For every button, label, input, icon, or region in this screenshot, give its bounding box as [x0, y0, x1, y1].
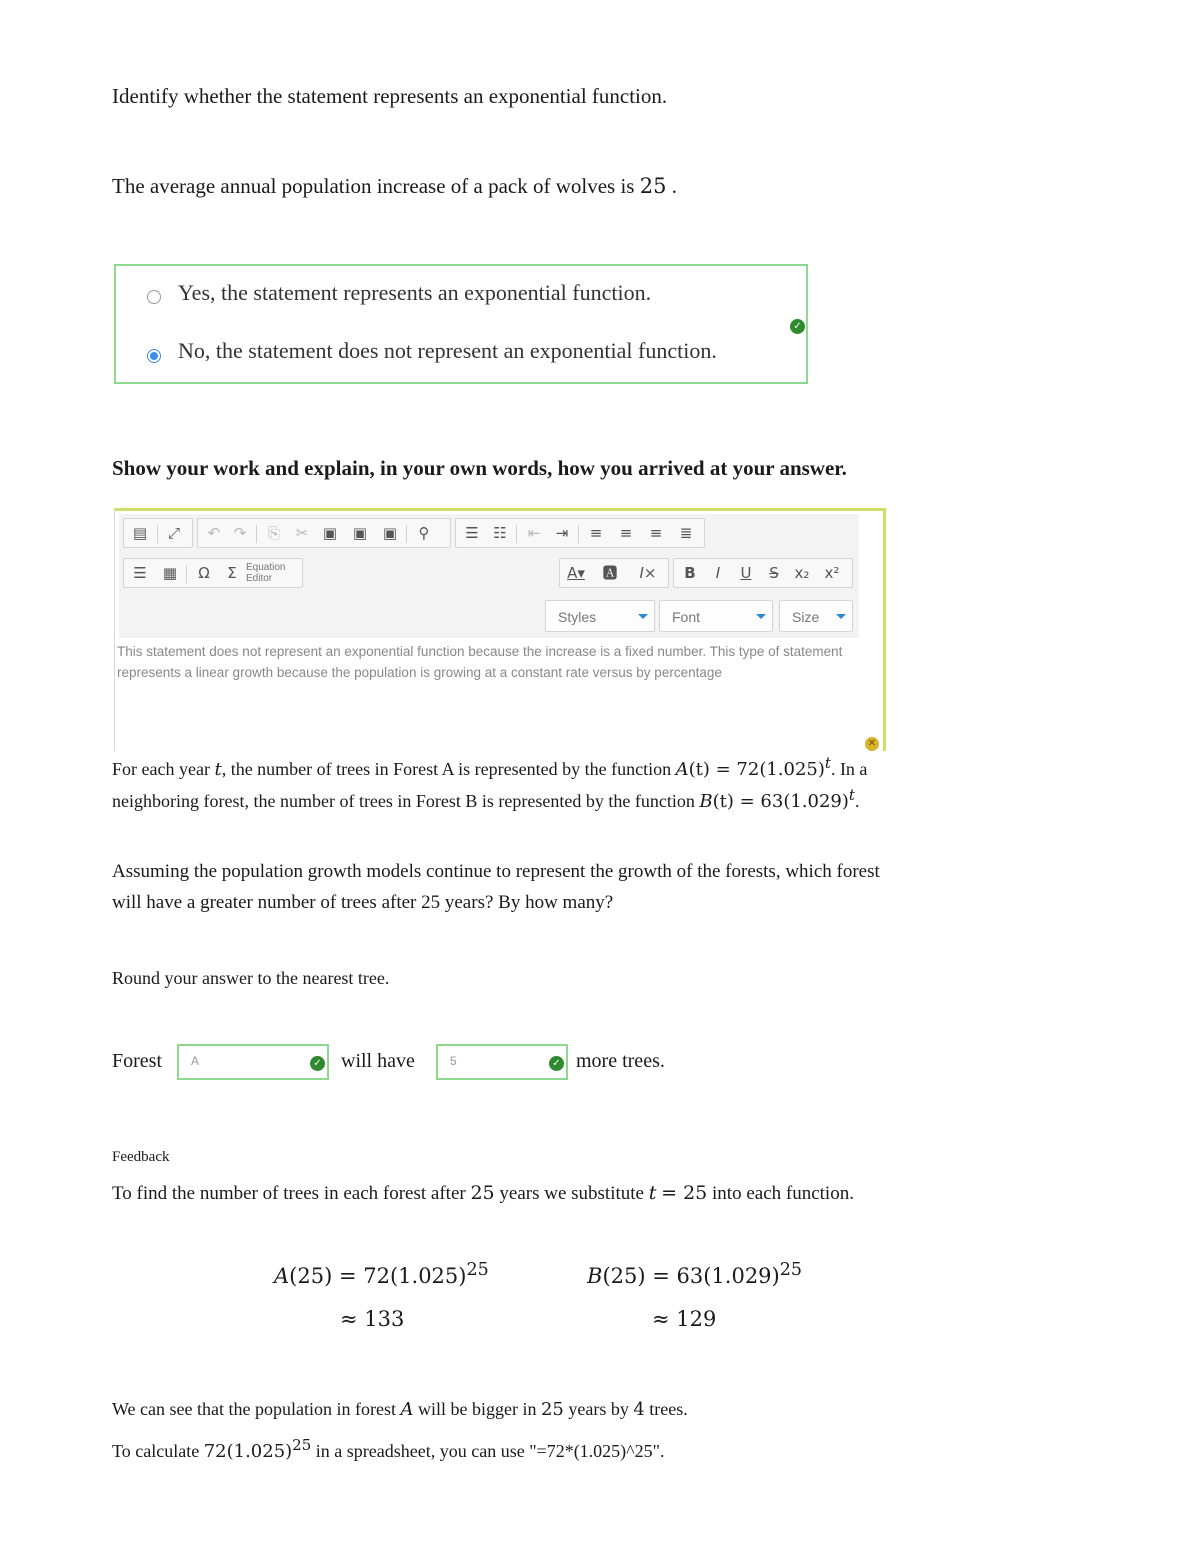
function-a	[675, 754, 831, 780]
special-char-icon[interactable]: Ω	[198, 564, 210, 582]
redo-icon[interactable]: ↷	[233, 524, 247, 542]
option-yes-radio[interactable]	[147, 290, 161, 304]
function-b	[699, 786, 855, 812]
paste-icon[interactable]: ▣	[322, 524, 338, 542]
subscript-icon[interactable]: x₂	[794, 564, 810, 582]
question-prompt	[112, 84, 667, 109]
text-span: neighboring forest, the number of trees in Forest B is represented by the function	[112, 791, 695, 811]
forest-question-prompt-1: Assuming the population growth models continue to represent the growth of the forests, which forest	[112, 861, 880, 882]
pending-review-icon: ✕	[865, 737, 879, 751]
rich-text-editor	[114, 508, 886, 751]
answer-more-trees: more trees.	[576, 1050, 665, 1072]
italic-icon[interactable]: I	[715, 564, 721, 582]
styles-dropdown[interactable]	[545, 600, 655, 632]
equation-label-1: Equation	[246, 562, 286, 573]
toolbar-group-paragraph	[455, 518, 705, 548]
bold-icon[interactable]: B	[684, 564, 696, 582]
forest-answer-value: A	[191, 1054, 200, 1068]
font-dropdown-label: Font	[672, 609, 701, 625]
toolbar-group-view	[123, 518, 193, 548]
intro-t: t	[648, 1182, 657, 1204]
text-span: , the number of trees in Forest A is represented by the function	[221, 759, 672, 779]
feedback-heading: Feedback	[112, 1149, 170, 1165]
eq-a-arg: (25)	[289, 1264, 333, 1288]
eq-b-exp: 25	[779, 1260, 803, 1280]
conclusion-years: 25	[540, 1399, 564, 1420]
eq-b-arg: (25)	[602, 1264, 646, 1288]
correct-check-icon: ✓	[549, 1056, 564, 1071]
statement-suffix: .	[671, 174, 677, 198]
option-no-label[interactable]: No, the statement does not represent an exponential function.	[178, 338, 717, 363]
paste-text-icon[interactable]: ▣	[352, 524, 368, 542]
remove-format-icon[interactable]: I×	[639, 564, 657, 582]
align-center-icon[interactable]: ≡	[619, 524, 633, 542]
strikethrough-icon[interactable]: S	[769, 564, 779, 582]
eq-a-name: A	[274, 1264, 290, 1288]
equation-a-approx: ≈ 133	[340, 1307, 405, 1331]
statement-value: 25	[639, 174, 667, 198]
var-t: t	[214, 759, 222, 780]
answer-will-have: will have	[341, 1050, 415, 1072]
func-b-name: B	[699, 791, 713, 812]
equation-a	[274, 1260, 489, 1288]
justify-icon[interactable]: ≣	[679, 524, 693, 542]
text-span: will be bigger in	[417, 1399, 537, 1419]
answer-forest-label: Forest	[112, 1050, 162, 1072]
spreadsheet-expression	[203, 1436, 312, 1462]
text-span: trees.	[649, 1399, 688, 1419]
feedback-conclusion	[112, 1399, 688, 1420]
find-icon[interactable]: ⚲	[418, 524, 430, 542]
spreadsheet-exp: 25	[292, 1436, 312, 1454]
feedback-spreadsheet	[112, 1436, 664, 1462]
size-dropdown[interactable]	[779, 600, 853, 632]
round-note: Round your answer to the nearest tree.	[112, 968, 390, 988]
size-dropdown-label: Size	[792, 609, 820, 625]
text-color-icon[interactable]: A▾	[567, 564, 585, 582]
equation-editor-button[interactable]	[246, 562, 285, 584]
paste-word-icon[interactable]: ▣	[382, 524, 398, 542]
source-icon[interactable]: ▤	[132, 524, 148, 542]
correct-check-icon: ✓	[310, 1056, 325, 1071]
forest-question-prompt-2: will have a greater number of trees after 25 years? By how many?	[112, 892, 614, 913]
correct-check-icon: ✓	[790, 319, 805, 334]
feedback-intro	[112, 1182, 854, 1205]
forest-answer-input[interactable]	[177, 1044, 329, 1080]
equation-b	[587, 1260, 802, 1288]
background-color-icon[interactable]: 🅰	[602, 564, 618, 582]
align-right-icon[interactable]: ≡	[649, 524, 663, 542]
toolbar-group-basic-styles	[673, 558, 853, 588]
editor-toolbar	[119, 514, 859, 638]
intro-years: 25	[470, 1182, 495, 1204]
text-span: years we substitute	[499, 1183, 644, 1204]
toolbar-group-edit	[197, 518, 451, 548]
option-yes-label[interactable]: Yes, the statement represents an exponential function.	[178, 280, 652, 305]
maximize-icon[interactable]: ⤢	[167, 524, 180, 542]
conclusion-forest: A	[400, 1399, 414, 1420]
eq-b-name: B	[587, 1264, 603, 1288]
bulleted-list-icon[interactable]: ☷	[493, 524, 507, 542]
chevron-down-icon	[836, 614, 846, 619]
conclusion-diff: 4	[633, 1399, 645, 1420]
statement-text: The average annual population increase of a pack of wolves is	[112, 174, 635, 198]
text-span: To find the number of trees in each forest after	[112, 1183, 466, 1204]
question-prompt-text: Identify whether the statement represents an exponential function.	[112, 84, 668, 108]
equation-label-2: Editor	[246, 573, 273, 584]
underline-icon[interactable]: U	[740, 564, 752, 582]
text-span: To calculate	[112, 1441, 200, 1461]
indent-icon[interactable]: ⇥	[555, 524, 569, 542]
intro-eq: = 25	[661, 1182, 708, 1204]
text-span: . In a	[830, 759, 868, 779]
text-span: .	[854, 791, 860, 811]
eq-b-rhs: = 63(1.029)	[652, 1264, 780, 1288]
eq-a-exp: 25	[466, 1260, 489, 1280]
func-b-eq: = 63(1.029)	[739, 791, 849, 812]
question-statement	[112, 174, 677, 199]
forest-question-line-1	[112, 754, 867, 780]
chevron-down-icon	[756, 614, 766, 619]
cut-icon[interactable]: ✂	[295, 524, 309, 542]
func-a-name: A	[675, 759, 689, 780]
option-no-radio[interactable]	[147, 349, 161, 363]
undo-icon[interactable]: ↶	[207, 524, 221, 542]
toolbar-group-colors	[559, 558, 669, 588]
func-a-exp: t	[824, 754, 831, 772]
toolbar-group-insert	[123, 558, 303, 588]
outdent-icon[interactable]: ⇤	[527, 524, 541, 542]
eq-a-rhs: = 72(1.025)	[338, 1264, 467, 1288]
align-left-icon[interactable]: ≡	[589, 524, 603, 542]
equation-b-approx: ≈ 129	[652, 1307, 717, 1331]
text-span: years by	[568, 1399, 629, 1419]
spreadsheet-expr: 72(1.025)	[203, 1441, 293, 1462]
table-icon[interactable]: ▦	[162, 564, 178, 582]
tree-count-input[interactable]	[436, 1044, 568, 1080]
horizontal-rule-icon[interactable]: ☰	[133, 564, 147, 582]
text-span: We can see that the population in forest	[112, 1399, 396, 1419]
func-b-exp: t	[848, 786, 855, 804]
copy-icon[interactable]: ⎘	[267, 524, 280, 542]
sigma-icon[interactable]: Σ	[227, 564, 237, 582]
text-span: For each year	[112, 759, 210, 779]
superscript-icon[interactable]: x²	[824, 564, 840, 582]
editor-content[interactable]: This statement does not represent an exponential function because the increase is a fixed number. This type of statement represents a linear growth because the population is growing at a constant rate versus by percentage	[117, 644, 843, 680]
numbered-list-icon[interactable]: ☰	[465, 524, 479, 542]
font-dropdown[interactable]	[659, 600, 773, 632]
text-span: in a spreadsheet, you can use "=72*(1.025)^25".	[315, 1441, 665, 1461]
explain-prompt: Show your work and explain, in your own words, how you arrived at your answer.	[112, 456, 847, 480]
tree-count-value: 5	[450, 1054, 457, 1068]
func-b-arg: (t)	[712, 791, 734, 812]
chevron-down-icon	[638, 614, 648, 619]
answer-choices	[114, 264, 808, 384]
forest-question-line-2	[112, 786, 859, 812]
func-a-arg: (t)	[688, 759, 710, 780]
text-span: into each function.	[712, 1183, 854, 1204]
func-a-eq: = 72(1.025)	[715, 759, 825, 780]
styles-dropdown-label: Styles	[558, 609, 597, 625]
